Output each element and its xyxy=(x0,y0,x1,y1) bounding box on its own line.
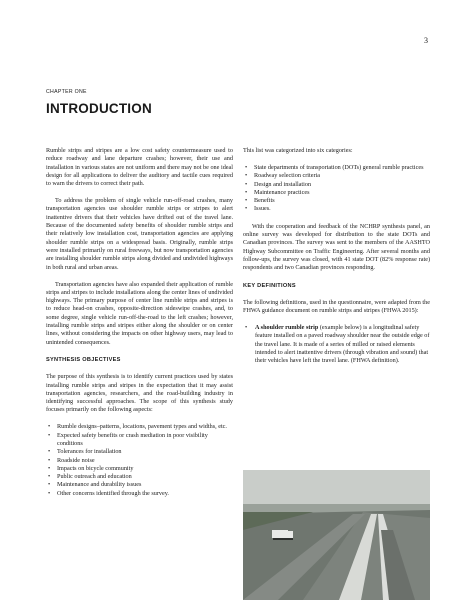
definition-text: (example below) is a longitudinal safety feature installed on a paved roadway shoulder near the outside edge of the travel lane. It is made of a series of milled or raised elements intended to alert inattentive drivers (through vibration and sound) that their vehicles have left the travel lane. (FHWA definition). xyxy=(255,324,430,365)
key-definitions-heading: KEY DEFINITIONS xyxy=(243,282,296,289)
chapter-title: INTRODUCTION xyxy=(46,101,152,116)
page-number: 3 xyxy=(424,36,428,45)
list-item: • Other concerns identified through the survey. xyxy=(46,490,233,498)
intro-paragraph-1: Rumble strips and stripes are a low cost safety countermeasure used to reduce roadway and lane departure crashes; however, their use and installation in various states are not uniform and there may not be one ideal design for all applications to deliver the auditory and tactile cues required to warn the drivers to correct their path. xyxy=(46,147,233,188)
aspects-list xyxy=(46,423,233,498)
list-item: • Design and installation xyxy=(243,181,430,189)
definitions-list xyxy=(243,324,430,365)
list-item: • Public outreach and education xyxy=(46,473,233,481)
list-item: • Rumble designs–patterns, locations, pavement types and widths, etc. xyxy=(46,423,233,431)
list-item: • Expected safety benefits or crash mediation in poor visibility conditions xyxy=(46,432,233,449)
list-item: • State departments of transportation (DOTs) general rumble practices xyxy=(243,164,430,172)
synthesis-objectives-paragraph: The purpose of this synthesis is to identify current practices used by states installing rumble strips and stripes in the expectation that it may assist transportation agencies, researchers, and the road-building industry in identifying successful approaches. The scope of this synthesis study focuses primarily on the following aspects: xyxy=(46,373,233,414)
highway-image xyxy=(243,470,430,600)
categories-intro: This list was categorized into six categories: xyxy=(243,147,353,154)
left-column xyxy=(46,147,233,507)
list-item: • Issues. xyxy=(243,205,430,213)
list-item: • Roadway selection criteria xyxy=(243,172,430,180)
list-item: • Tolerances for installation xyxy=(46,448,233,456)
chapter-label: CHAPTER ONE xyxy=(46,89,87,95)
right-column xyxy=(243,147,430,375)
rumble-strip-photo xyxy=(243,470,430,600)
categories-list xyxy=(243,164,430,214)
definition-term: A shoulder rumble strip xyxy=(255,324,319,332)
list-item: • Benefits xyxy=(243,197,430,205)
survey-paragraph: With the cooperation and feedback of the NCHRP synthesis panel, an online survey was developed for distribution to the state DOTs and Canadian provinces. The survey was sent to the members of the AASHTO Highway Subcommittee on Traffic Engineering. After several months and follow-ups, the survey was closed, with 41 state DOT (82% response rate) respondents and two Canadian provinces responding. xyxy=(243,222,430,272)
intro-paragraph-3: Transportation agencies have also expanded their application of rumble strips and stripes to include installations along the center lines of undivided highways. The primary purpose of center line rumble strips and stripes is to reduce head-on crashes, opposite-direction sideswipe crashes, and, to some degree, single vehicle run-off-the-road to the left crashes; however, installing rumble strips and stripes either along the shoulder or on center lines, without considering the impacts on other highway users, may lead to unintended consequences. xyxy=(46,280,233,346)
definition-item xyxy=(243,324,430,365)
list-item: • Maintenance practices xyxy=(243,189,430,197)
list-item: • Maintenance and durability issues xyxy=(46,481,233,489)
synthesis-objectives-heading: SYNTHESIS OBJECTIVES xyxy=(46,356,121,363)
list-item: • Impacts on bicycle community xyxy=(46,465,233,473)
intro-paragraph-2: To address the problem of single vehicle run-off-road crashes, many transportation agencies use shoulder rumble strips or stripes to alert inattentive drivers that their vehicles have drifted out of the travel lane. Because of the documented safety benefits of shoulder rumble strips and their relatively low installation cost, transportation agencies are applying shoulder rumble strips on a widespread basis. Originally, rumble strips were installed primarily on rural freeways, but now transportation agencies are installing shoulder rumble strips along divided and undivided highways in both rural and urban areas. xyxy=(46,197,233,271)
list-item: • Roadside noise xyxy=(46,457,233,465)
definitions-intro: The following definitions, used in the questionnaire, were adapted from the FHWA guidance document on rumble strips and stripes (FHWA 2015): xyxy=(243,298,430,315)
